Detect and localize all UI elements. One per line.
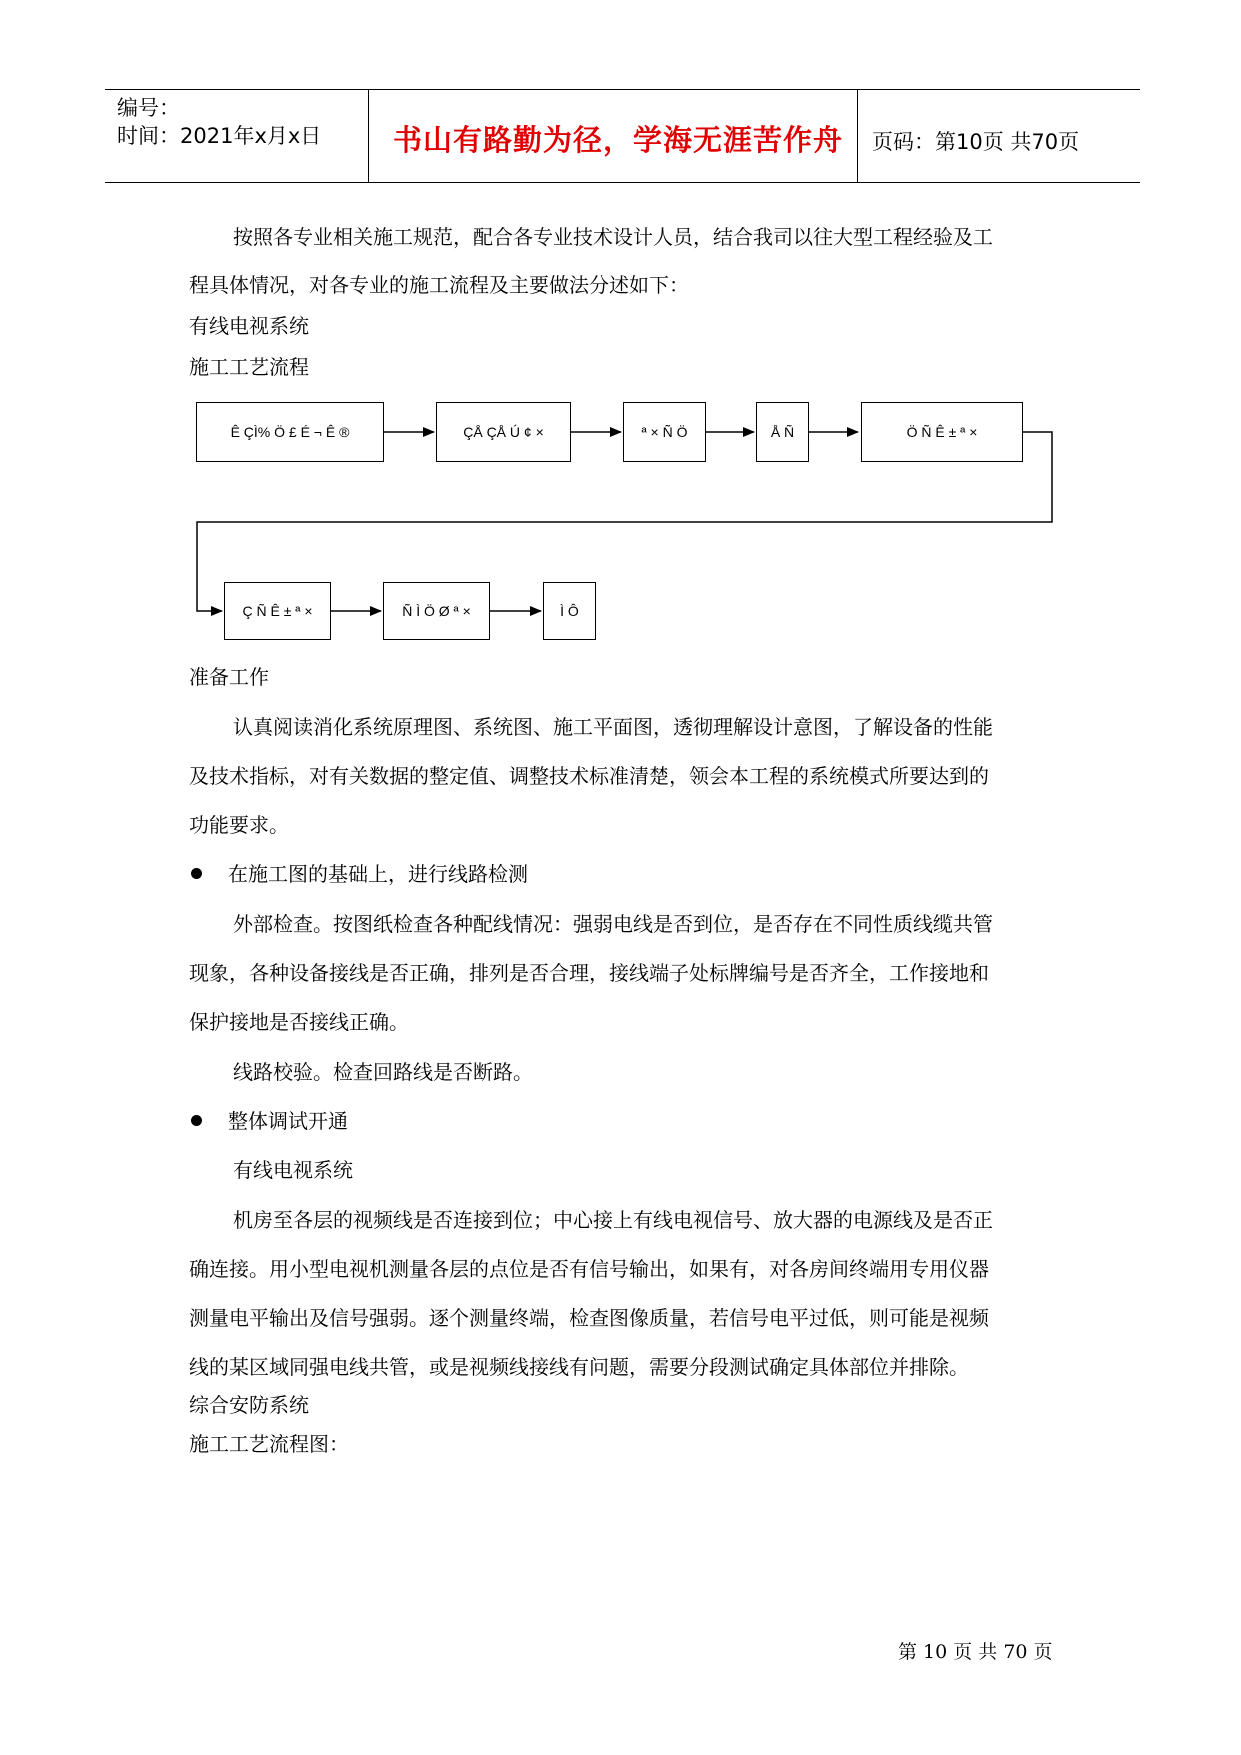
route-check-text: 线路校验。检查回路线是否断路。: [233, 1060, 533, 1084]
construction-flowchart: [0, 0, 1241, 660]
header-motto: 书山有路勤为径，学海无涯苦作舟: [393, 123, 844, 157]
flow-step-6: Ç Ñ Ê ± ª ×: [224, 582, 331, 640]
prep-paragraph-line-3: 功能要求。: [189, 813, 289, 837]
flow-step-8: Ì Ô: [543, 582, 596, 640]
page-code-label: 页码：第10页 共70页: [872, 130, 1080, 154]
bullet-item-integration: 整体调试开通: [228, 1109, 348, 1133]
intro-paragraph-line-2: 程具体情况，对各专业的施工流程及主要做法分述如下：: [189, 273, 689, 297]
cable-tv-subheading: 有线电视系统: [233, 1158, 353, 1182]
flow-heading: 施工工艺流程: [189, 355, 309, 379]
flow-step-5: Ö Ñ Ê ± ª ×: [861, 402, 1023, 462]
flow-step-4: Å Ñ: [756, 402, 809, 462]
prep-paragraph-line-2: 及技术指标，对有关数据的整定值、调整技术标准清楚，领会本工程的系统模式所要达到的: [189, 764, 989, 788]
flow-step-1: Ê ÇÌ% Ö £ É ¬ Ê ®: [196, 402, 384, 462]
tv-paragraph-line-2: 确连接。用小型电视机测量各层的点位是否有信号输出，如果有，对各房间终端用专用仪器: [189, 1257, 989, 1281]
tv-paragraph-line-1: 机房至各层的视频线是否连接到位；中心接上有线电视信号、放大器的电源线及是否正: [233, 1208, 993, 1232]
cable-tv-heading: 有线电视系统: [189, 314, 309, 338]
footer-page-number: 第 10 页 共 70 页: [898, 1641, 1053, 1663]
document-time-label: 时间：2021年x月x日: [117, 124, 322, 148]
security-flow-heading: 施工工艺流程图：: [189, 1432, 349, 1456]
bullet-icon: [191, 868, 202, 879]
prep-heading: 准备工作: [189, 665, 269, 689]
external-check-line-3: 保护接地是否接线正确。: [189, 1010, 409, 1034]
security-heading: 综合安防系统: [189, 1393, 309, 1417]
tv-paragraph-line-3: 测量电平输出及信号强弱。逐个测量终端，检查图像质量，若信号电平过低，则可能是视频: [189, 1306, 989, 1330]
intro-paragraph-line-1: 按照各专业相关施工规范，配合各专业技术设计人员，结合我司以往大型工程经验及工: [233, 225, 993, 249]
external-check-line-2: 现象，各种设备接线是否正确，排列是否合理，接线端子处标牌编号是否齐全，工作接地和: [189, 961, 989, 985]
bullet-item-line-check: 在施工图的基础上，进行线路检测: [228, 862, 528, 886]
bullet-icon: [191, 1115, 202, 1126]
tv-paragraph-line-4: 线的某区域同强电线共管，或是视频线接线有问题，需要分段测试确定具体部位并排除。: [189, 1355, 969, 1379]
external-check-line-1: 外部检查。按图纸检查各种配线情况：强弱电线是否到位，是否存在不同性质线缆共管: [233, 912, 993, 936]
prep-paragraph-line-1: 认真阅读消化系统原理图、系统图、施工平面图，透彻理解设计意图，了解设备的性能: [233, 715, 993, 739]
flow-step-7: Ñ Ì Ö Ø ª ×: [383, 582, 490, 640]
document-number-label: 编号：: [117, 96, 180, 120]
flow-step-3: ª × Ñ Ö: [623, 402, 706, 462]
flow-step-2: ÇÅ ÇÅ Ú ¢ ×: [436, 402, 571, 462]
